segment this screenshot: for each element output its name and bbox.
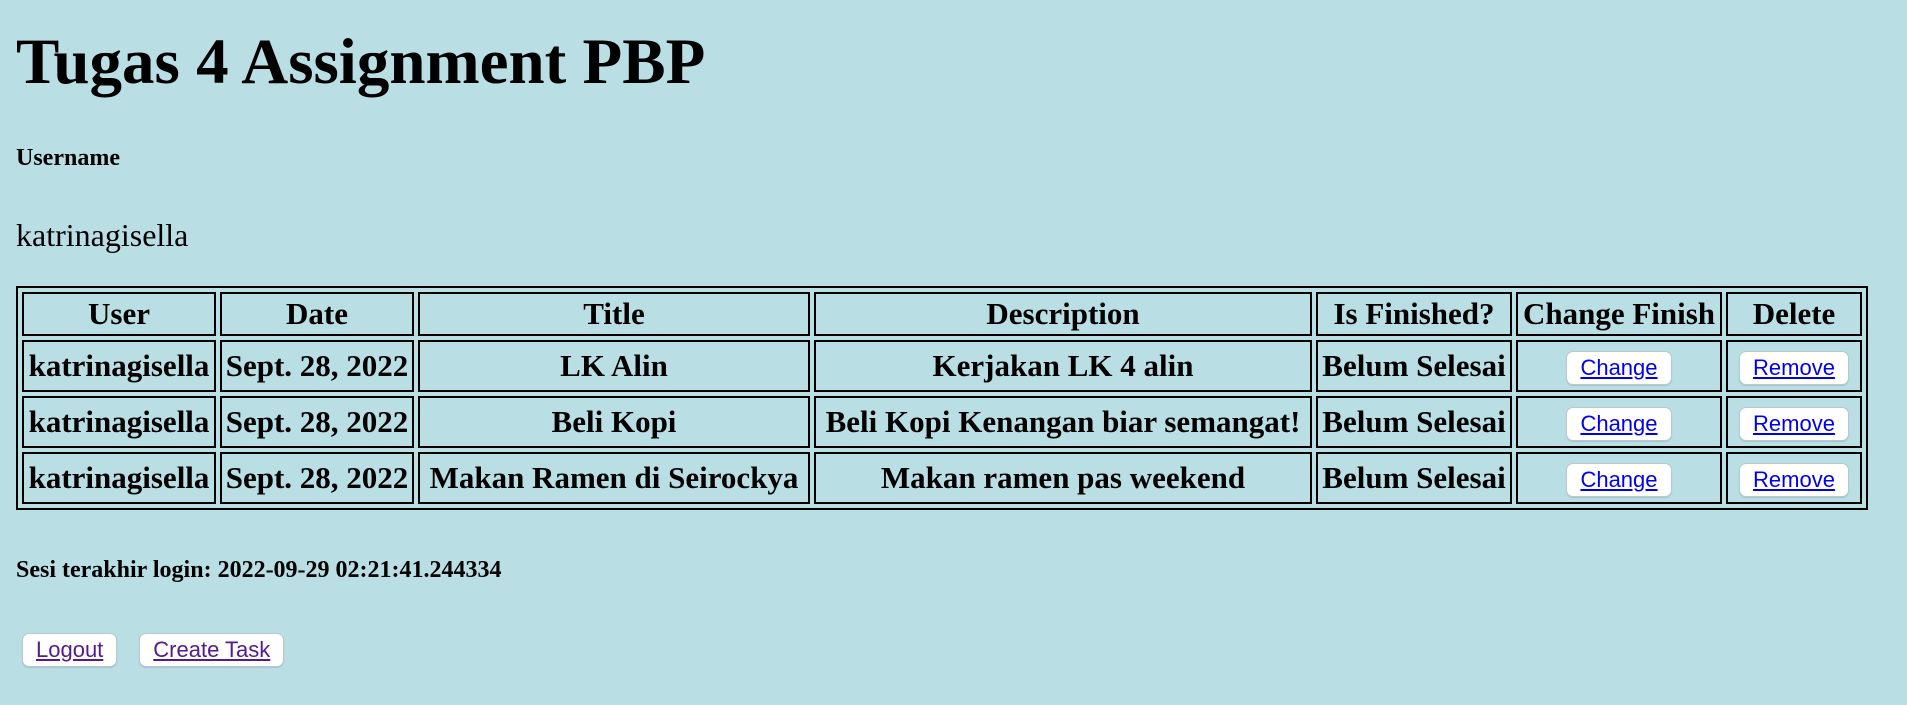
username-label: Username	[16, 145, 120, 171]
cell-user: katrinagisella	[22, 452, 216, 504]
cell-change	[1516, 452, 1722, 504]
change-button[interactable]: Change	[1566, 351, 1671, 385]
cell-is-finished: Belum Selesai	[1316, 452, 1512, 504]
column-header-delete: Delete	[1726, 292, 1862, 336]
cell-date: Sept. 28, 2022	[220, 396, 414, 448]
change-button[interactable]: Change	[1566, 407, 1671, 441]
column-header-is-finished: Is Finished?	[1316, 292, 1512, 336]
remove-button[interactable]: Remove	[1739, 463, 1849, 497]
table-row	[22, 452, 1862, 504]
column-header-date: Date	[220, 292, 414, 336]
cell-user: katrinagisella	[22, 340, 216, 392]
cell-description: Makan ramen pas weekend	[814, 452, 1312, 504]
cell-date: Sept. 28, 2022	[220, 452, 414, 504]
cell-description: Kerjakan LK 4 alin	[814, 340, 1312, 392]
cell-is-finished: Belum Selesai	[1316, 340, 1512, 392]
column-header-title: Title	[418, 292, 810, 336]
remove-button[interactable]: Remove	[1739, 407, 1849, 441]
cell-title: LK Alin	[418, 340, 810, 392]
cell-description: Beli Kopi Kenangan biar semangat!	[814, 396, 1312, 448]
cell-is-finished: Belum Selesai	[1316, 396, 1512, 448]
page-title: Tugas 4 Assignment PBP	[16, 26, 706, 98]
table-row	[22, 396, 1862, 448]
cell-title: Beli Kopi	[418, 396, 810, 448]
column-header-description: Description	[814, 292, 1312, 336]
task-table	[16, 286, 1868, 510]
footer-actions	[22, 633, 284, 667]
cell-user: katrinagisella	[22, 396, 216, 448]
cell-title: Makan Ramen di Seirockya	[418, 452, 810, 504]
logout-button[interactable]: Logout	[22, 633, 117, 667]
remove-button[interactable]: Remove	[1739, 351, 1849, 385]
column-header-user: User	[22, 292, 216, 336]
cell-delete	[1726, 452, 1862, 504]
change-button[interactable]: Change	[1566, 463, 1671, 497]
cell-change	[1516, 396, 1722, 448]
table-header-row	[22, 292, 1862, 336]
username-value: katrinagisella	[16, 217, 189, 253]
page-root	[0, 0, 1907, 102]
last-login-text: Sesi terakhir login: 2022-09-29 02:21:41.244334	[16, 557, 502, 583]
column-header-change-finish: Change Finish	[1516, 292, 1722, 336]
cell-delete	[1726, 396, 1862, 448]
create-task-button[interactable]: Create Task	[139, 633, 284, 667]
table-row	[22, 340, 1862, 392]
cell-date: Sept. 28, 2022	[220, 340, 414, 392]
cell-change	[1516, 340, 1722, 392]
cell-delete	[1726, 340, 1862, 392]
